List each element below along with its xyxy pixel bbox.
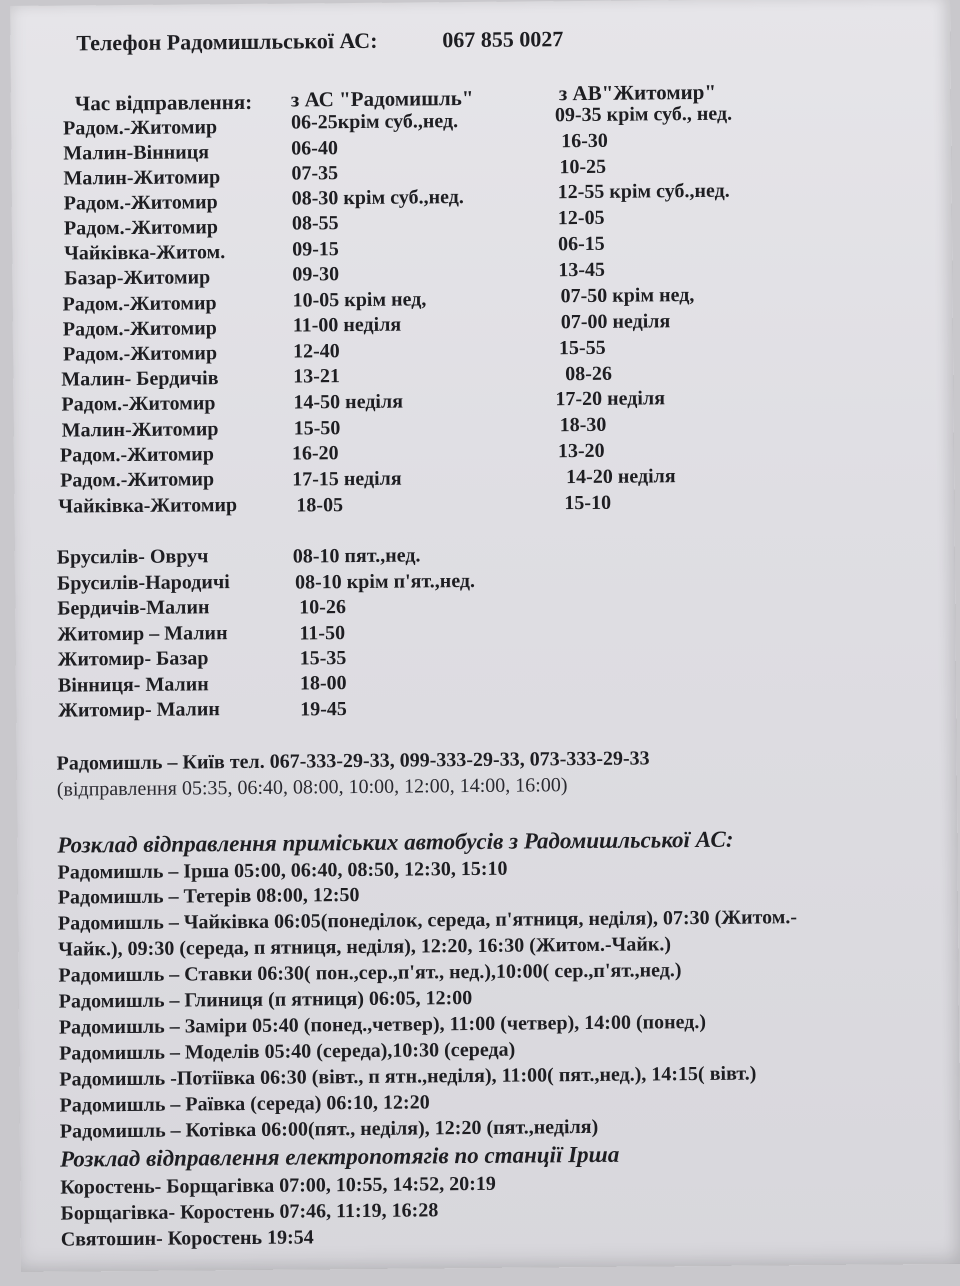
time-from-av: 15-10 — [564, 491, 612, 515]
route-name: Малин-Житомир — [63, 166, 221, 190]
route-name: Брусилів- Овруч — [56, 545, 209, 569]
time-from-as: 15-50 — [293, 417, 341, 440]
time-from-as: 14-50 неділя — [293, 390, 404, 414]
time-from-av: 17-20 неділя — [555, 387, 666, 411]
time-from-as: 09-30 — [292, 263, 340, 286]
route-name: Радом.-Житомир — [61, 392, 216, 416]
route-name: Радом.-Житомир — [59, 443, 214, 467]
time-from-av: 15-55 — [558, 336, 606, 360]
time-from-av: 18-30 — [559, 413, 607, 437]
route-name: Житомир – Малин — [57, 622, 228, 646]
header-departure: Час відправлення: — [74, 89, 253, 116]
route-time: 19-45 — [300, 698, 347, 721]
route-name: Житомир- Базар — [57, 647, 209, 671]
route-time: 11-50 — [299, 622, 346, 645]
trains-title: Розклад відправлення електропотягів по станції Ірша — [59, 1141, 620, 1172]
list-item: Радомишль – Ірша 05:00, 06:40, 08:50, 12:30, 15:10 — [57, 857, 508, 884]
route-name: Радом.-Житомир — [62, 116, 218, 140]
time-from-av: 07-50 крім нед, — [560, 284, 695, 308]
list-item: Радомишль – Тетерів 08:00, 12:50 — [57, 883, 360, 909]
route-name: Чайківка-Житомир — [58, 494, 238, 518]
route-time: 08-10 пят.,нед. — [292, 544, 421, 568]
route-name: Брусилів-Народичі — [56, 571, 230, 595]
time-from-as: 16-20 — [291, 442, 339, 465]
time-from-av: 07-00 неділя — [560, 310, 671, 334]
time-from-av: 13-45 — [558, 258, 606, 282]
time-from-av: 09-35 крім суб., нед. — [554, 102, 733, 127]
list-item: Борщагівка- Коростень 07:46, 11:19, 16:28 — [60, 1199, 439, 1225]
route-name: Чайківка-Житом. — [64, 241, 226, 265]
time-from-as: 06-40 — [291, 137, 339, 160]
time-from-as: 18-05 — [296, 494, 344, 517]
list-item: Чайк.), 09:30 (середа, п ятниця, неділя), 12:20, 16:30 (Житом.-Чайк.) — [58, 933, 672, 961]
list-item: Святошин- Коростень 19:54 — [60, 1226, 314, 1251]
time-from-av: 13-20 — [557, 439, 605, 463]
time-from-av: 16-30 — [561, 129, 608, 153]
list-item: Радомишль – Глиниця (п ятниця) 06:05, 12:00 — [58, 987, 473, 1013]
time-from-av: 08-26 — [565, 362, 613, 386]
list-item: Радомишль – Заміри 05:40 (понед.,четвер), 11:00 (четвер), 14:00 (понед.) — [58, 1010, 707, 1039]
route-name: Житомир- Малин — [58, 698, 220, 722]
route-time: 15-35 — [299, 647, 347, 670]
time-from-av: 12-05 — [557, 206, 605, 230]
list-item: Радомишль -Потіївка 06:30 (вівт., п ятн.,неділя), 11:00( пят.,нед.), 14:15( вівт.) — [59, 1062, 757, 1091]
time-from-as: 13-21 — [293, 365, 341, 388]
route-name: Базар-Житомир — [64, 266, 211, 290]
kyiv-departures: (відправлення 05:35, 06:40, 08:00, 10:00, 12:00, 14:00, 16:00) — [56, 774, 568, 801]
route-name: Вінниця- Малин — [57, 673, 209, 697]
time-from-as: 11-00 неділя — [292, 313, 402, 337]
suburban-title: Розклад відправлення приміських автобусів з Радомишльської АС: — [57, 826, 734, 858]
header-from-zhytomyr: з АВ"Житомир" — [558, 79, 717, 106]
list-item: Радомишль – Котівка 06:00(пят., неділя), 12:20 (пят.,неділя) — [59, 1115, 599, 1143]
list-item: Радомишль – Ставки 06:30( пон.,сер.,п'ят., нед.),10:00( сер.,п'ят.,нед.) — [58, 959, 682, 987]
route-name: Радом.-Житомир — [62, 317, 217, 341]
list-item: Коростень- Борщагівка 07:00, 10:55, 14:52, 20:19 — [60, 1172, 496, 1199]
list-item: Радомишль – Раївка (середа) 06:10, 12:20 — [59, 1091, 430, 1117]
list-item: Радомишль – Чайківка 06:05(понеділок, середа, п'ятниця, неділя), 07:30 (Житом.- — [57, 906, 798, 935]
header-from-radomyshl: з АС "Радомишль" — [290, 85, 474, 112]
route-name: Радом.-Житомир — [63, 191, 218, 215]
time-from-as: 10-05 крім нед, — [292, 288, 427, 312]
route-name: Малин-Вінниця — [63, 141, 210, 165]
schedule-sheet — [10, 0, 960, 1272]
phone-number: 067 855 0027 — [442, 26, 564, 53]
time-from-as: 08-55 — [291, 212, 339, 235]
phone-label: Телефон Радомишльської АС: — [76, 27, 378, 56]
time-from-as: 12-40 — [292, 340, 340, 363]
time-from-as: 08-30 крім суб.,нед. — [291, 186, 464, 210]
route-name: Радом.-Житомир — [62, 342, 218, 366]
route-name: Бердичів-Малин — [57, 596, 210, 620]
route-name: Радом.-Житомир — [63, 216, 219, 240]
time-from-as: 07-35 — [291, 162, 339, 185]
time-from-av: 12-55 крім суб.,нед. — [557, 179, 730, 204]
list-item: Радомишль – Моделів 05:40 (середа),10:30 (середа) — [59, 1038, 516, 1065]
route-time: 10-26 — [299, 596, 347, 619]
time-from-av: 10-25 — [559, 155, 607, 179]
route-name: Малин-Житомир — [61, 418, 219, 442]
time-from-as: 17-15 неділя — [292, 467, 402, 491]
route-name: Радом.-Житомир — [62, 292, 217, 316]
route-name: Радом.-Житомир — [60, 468, 215, 492]
time-from-as: 09-15 — [292, 238, 339, 261]
route-time: 08-10 крім п'ят.,нед. — [294, 569, 476, 594]
route-name: Малин- Бердичів — [61, 367, 219, 391]
time-from-av: 06-15 — [558, 232, 605, 256]
time-from-av: 14-20 неділя — [566, 465, 676, 489]
route-time: 18-00 — [299, 672, 347, 695]
time-from-as: 06-25крім суб.,нед. — [290, 110, 459, 134]
kyiv-route-line: Радомишль – Київ тел. 067-333-29-33, 099-333-29-33, 073-333-29-33 — [56, 747, 650, 775]
